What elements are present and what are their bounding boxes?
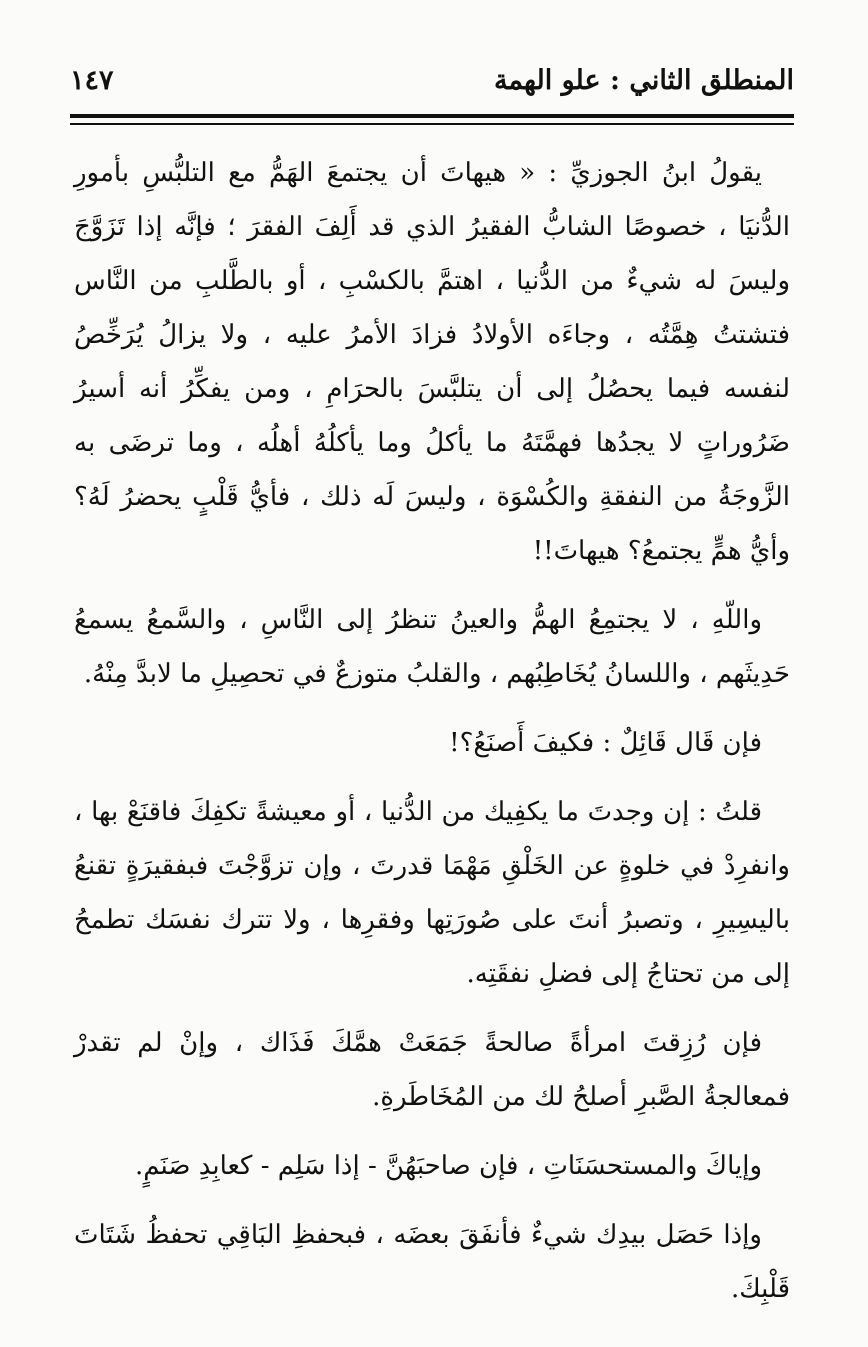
running-title: المنطلق الثاني : علو الهمة	[493, 64, 794, 96]
header-rule-thick	[70, 114, 794, 118]
paragraph-warning: وإياكَ والمستحسَنَاتِ ، فإن صاحبَهُنَّ - إذا سَلِم - كعابِدِ صَنَمٍ.	[134, 1151, 762, 1181]
paragraph-oath: واللّهِ ، لا يجتمِعُ الهمُّ والعينُ تنظرُ إلى النَّاسِ ، والسَّمعُ يسمعُ حَدِيثَهم ، واللسانُ يُخَاطِبُهم ، والقلبُ متوزعٌ في تحصِيلِ ما لابدَّ مِنْهُ.	[74, 605, 790, 689]
paragraph-spending: وإذا حَصَل بيدِك شيءٌ فأنفَقَ بعضَه ، فبحفظِ البَاقِي تحفظُ شَتَاتَ قَلْبِكَ.	[74, 1220, 790, 1304]
page-body	[74, 146, 790, 1331]
header-rule-thin	[70, 123, 794, 125]
paragraph-ibn-aljawzi-quote: يقولُ ابنُ الجوزيِّ : « هيهاتَ أن يجتمعَ الهَمُّ مع التلبُّسِ بأمورِ الدُّنيَا ، خصوصًا الشابُّ الفقيرُ الذي قد أَلِفَ الفقرَ ؛ فإنَّه إذا تَزَوَّجَ وليسَ له شيءٌ من الدُّنيا ، اهتمَّ بالكسْبِ ، أو بالطَّلبِ من النَّاس فتشتتُ هِمَّتُه ، وجاءَه الأولادُ فزادَ الأمرُ عليه ، ولا يزالُ يُرَخِّصُ لنفسه فيما يحصُلُ إلى أن يتلبَّسَ بالحرَامِ ، ومن يفكِّرُ أنه أسيرُ ضَرُوراتٍ لا يجدُها فهمَّتَهُ ما يأكلُ وما يأكلُهُ أهلُه ، وما ترضَى به الزَّوجَةُ من النفقةِ والكُسْوَة ، وليسَ لَه ذلك ، فأيُّ قَلْبٍ يحضرُ لَهُ؟ وأيُّ همٍّ يجتمعُ؟ هيهاتَ!!	[74, 158, 790, 566]
paragraph-righteous-wife: فإن رُزِقتَ امرأةً صالحةً جَمَعَتْ همَّكَ فَذَاك ، وإنْ لم تقدرْ فمعالجةُ الصَّبرِ أصلحُ لك من المُخَاطَرةِ.	[74, 1028, 790, 1112]
paragraph-answer: قلتُ : إن وجدتَ ما يكفِيك من الدُّنيا ، أو معيشةً تكفِكَ فاقنَعْ بها ، وانفرِدْ في خلوةٍ عن الخَلْقِ مَهْمَا قدرتَ ، وإن تزوَّجْتَ فبفقيرَةٍ تقنعُ باليسِيرِ ، وتصبرُ أنتَ على صُورَتِها وفقرِها ، ولا تترك نفسَك تطمحُ إلى من تحتاجُ إلى فضلِ نفقَتِه.	[74, 797, 790, 989]
paragraph-question: فإن قَال قَائِلٌ : فكيفَ أَصنَعُ؟!	[449, 728, 762, 758]
page-header	[70, 58, 794, 102]
page-number: ١٤٧	[70, 64, 114, 96]
